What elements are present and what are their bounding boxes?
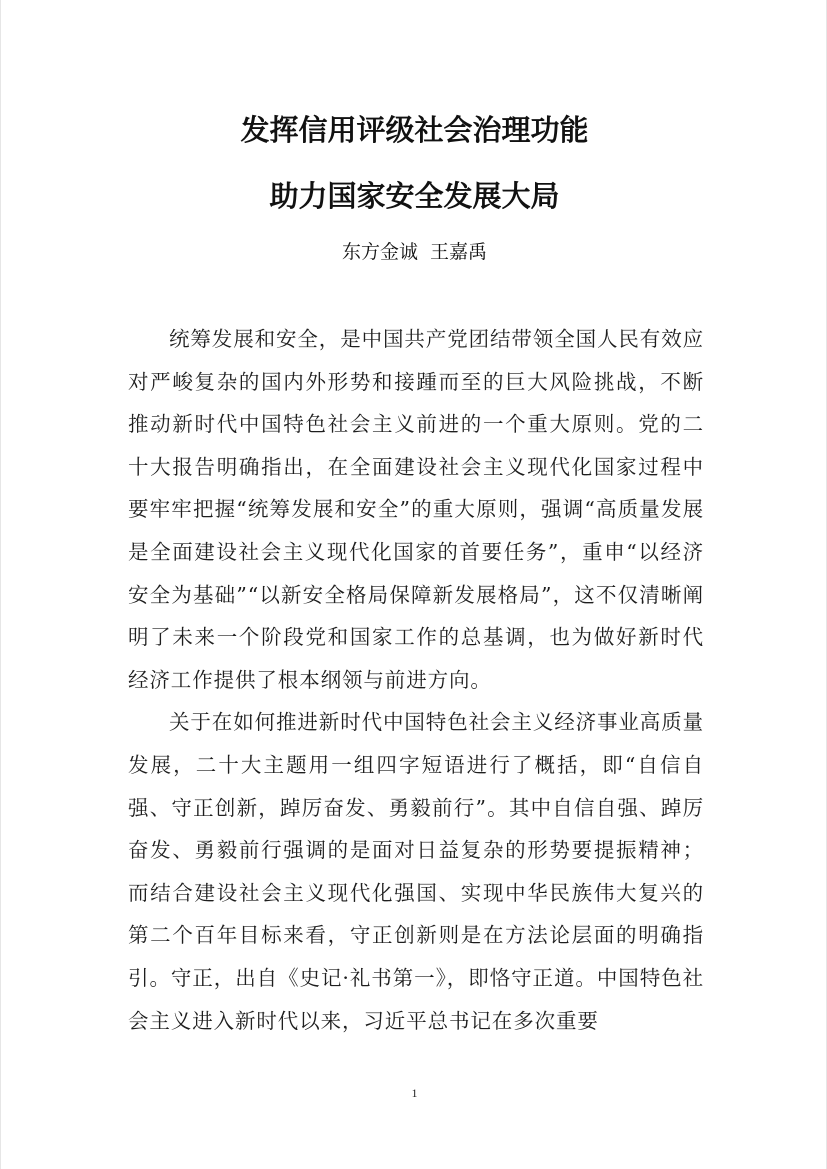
byline-author: 王嘉禹 [430, 241, 488, 263]
byline-organization: 东方金诚 [341, 241, 418, 263]
document-title-line-1: 发挥信用评级社会治理功能 [240, 113, 589, 147]
page-number: 1 [411, 1086, 418, 1100]
byline [1, 238, 827, 266]
body-paragraph-2: 关于在如何推进新时代中国特色社会主义经济事业高质量发展，二十大主题用一组四字短语进行了概括，即“自信自强、守正创新，踔厉奋发、勇毅前行”。其中自信自强、踔厉奋发、勇毅前行强调的是面对日益复杂的形势要提振精神；而结合建设社会主义现代化强国、实现中华民族伟大复兴的第二个百年目标来看，守正创新则是在方法论层面的明确指引。守正，出自《史记·礼书第一》，即恪守正道。中国特色社会主义进入新时代以来，习近平总书记在多次重要 [128, 710, 704, 1033]
body-paragraph-1: 统筹发展和安全，是中国共产党团结带领全国人民有效应对严峻复杂的国内外形势和接踵而至的巨大风险挑战，不断推动新时代中国特色社会主义前进的一个重大原则。党的二十大报告明确指出，在全面建设社会主义现代化国家过程中要牢牢把握“统筹发展和安全”的重大原则，强调“高质量发展是全面建设社会主义现代化国家的首要任务”，重申“以经济安全为基础”“以新安全格局保障新发展格局”，这不仅清晰阐明了未来一个阶段党和国家工作的总基调，也为做好新时代经济工作提供了根本纲领与前进方向。 [128, 327, 704, 692]
document-body [128, 318, 704, 1042]
document-title-line-2: 助力国家安全发展大局 [269, 179, 560, 213]
